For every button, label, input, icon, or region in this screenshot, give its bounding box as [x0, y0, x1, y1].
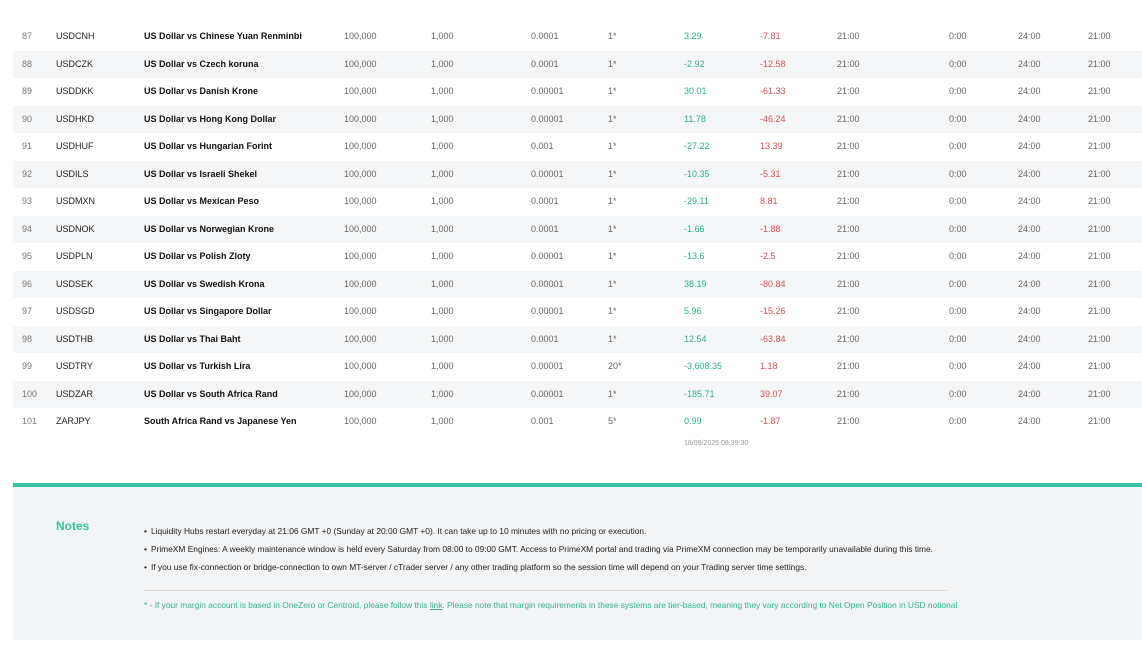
tick-size-cell: 0.00001 — [531, 361, 564, 371]
symbol-cell: USDCZK — [56, 58, 94, 69]
min-volume-cell: 1,000 — [431, 306, 454, 316]
session-time-cell: 24:00 — [1018, 113, 1041, 124]
description-cell: US Dollar vs Israeli Shekel — [144, 168, 258, 179]
row-number: 99 — [22, 361, 33, 371]
symbol-cell: ZARJPY — [56, 416, 91, 426]
session-time-cell: 21:00 — [837, 168, 860, 179]
table-row — [13, 161, 1142, 189]
tick-size-cell: 0.001 — [531, 141, 554, 151]
session-time-cell: 21:00 — [1088, 388, 1111, 399]
tick-size-cell: 0.00001 — [531, 388, 564, 399]
tick-size-cell: 0.0001 — [531, 223, 559, 234]
table-row — [13, 381, 1142, 409]
session-time-cell: 21:00 — [837, 223, 860, 234]
session-time-cell: 0:00 — [949, 361, 967, 371]
contract-size-cell: 100,000 — [344, 333, 377, 344]
description-cell: US Dollar vs Danish Krone — [144, 86, 259, 96]
symbol-cell: USDHKD — [56, 113, 95, 124]
swap-short-cell: 39.07 — [760, 388, 783, 399]
description-cell: South Africa Rand vs Japanese Yen — [144, 416, 297, 426]
session-time-cell: 0:00 — [949, 416, 967, 426]
session-time-cell: 21:00 — [1088, 31, 1111, 41]
session-time-cell: 0:00 — [949, 113, 967, 124]
leverage-cell: 1* — [608, 278, 617, 289]
row-number: 92 — [22, 168, 33, 179]
session-time-cell: 21:00 — [1088, 306, 1111, 316]
table-row — [13, 78, 1142, 106]
note-item: • If you use fix-connection or bridge-connection to own MT-server / cTrader server / any other trading platform so the session time will depend on your Trading server time settings. — [144, 558, 1134, 576]
swap-short-cell: 13.39 — [760, 141, 783, 151]
margin-note-text-before: * - If your margin account is based in OneZero or Centroid, please follow this — [144, 600, 430, 610]
row-number: 100 — [22, 388, 38, 399]
min-volume-cell: 1,000 — [431, 168, 454, 179]
swap-short-cell: -12.58 — [760, 58, 786, 69]
tick-size-cell: 0.0001 — [531, 333, 559, 344]
swap-short-cell: -63.84 — [760, 333, 786, 344]
session-time-cell: 24:00 — [1018, 388, 1041, 399]
session-time-cell: 0:00 — [949, 333, 967, 344]
session-time-cell: 21:00 — [1088, 168, 1111, 179]
session-time-cell: 21:00 — [1088, 141, 1111, 151]
contract-size-cell: 100,000 — [344, 196, 377, 206]
margin-link[interactable]: link — [429, 600, 443, 610]
row-number: 90 — [22, 113, 33, 124]
session-time-cell: 21:00 — [837, 278, 860, 289]
contract-size-cell: 100,000 — [344, 223, 377, 234]
session-time-cell: 21:00 — [837, 86, 860, 96]
table-row — [13, 51, 1142, 79]
symbol-cell: USDTRY — [56, 361, 93, 371]
tick-size-cell: 0.0001 — [531, 31, 559, 41]
row-number: 101 — [22, 416, 38, 426]
symbol-cell: USDHUF — [56, 141, 94, 151]
swap-long-cell: -13.6 — [684, 251, 705, 261]
session-time-cell: 21:00 — [1088, 58, 1111, 69]
min-volume-cell: 1,000 — [431, 278, 454, 289]
swap-long-cell: 3.29 — [684, 31, 702, 41]
leverage-cell: 1* — [608, 141, 617, 151]
symbol-cell: USDZAR — [56, 388, 94, 399]
min-volume-cell: 1,000 — [431, 58, 454, 69]
session-time-cell: 0:00 — [949, 31, 967, 41]
table-row — [13, 353, 1142, 381]
session-time-cell: 0:00 — [949, 306, 967, 316]
row-number: 96 — [22, 278, 33, 289]
description-cell: US Dollar vs Norwegian Krone — [144, 223, 275, 234]
session-time-cell: 24:00 — [1018, 86, 1041, 96]
contract-size-cell: 100,000 — [344, 416, 377, 426]
leverage-cell: 1* — [608, 251, 617, 261]
tick-size-cell: 0.00001 — [531, 168, 564, 179]
session-time-cell: 21:00 — [837, 251, 860, 261]
swap-short-cell: -46.24 — [760, 113, 786, 124]
session-time-cell: 24:00 — [1018, 361, 1041, 371]
swap-short-cell: -80.84 — [760, 278, 786, 289]
session-time-cell: 21:00 — [1088, 223, 1111, 234]
swap-short-cell: -7.81 — [760, 31, 781, 41]
leverage-cell: 1* — [608, 168, 617, 179]
row-number: 88 — [22, 58, 33, 69]
symbols-table — [13, 23, 1142, 436]
swap-long-cell: 38.19 — [684, 278, 707, 289]
session-time-cell: 21:00 — [837, 388, 860, 399]
tick-size-cell: 0.00001 — [531, 278, 564, 289]
min-volume-cell: 1,000 — [431, 223, 454, 234]
session-time-cell: 21:00 — [1088, 278, 1111, 289]
min-volume-cell: 1,000 — [431, 31, 454, 41]
table-row — [13, 133, 1142, 161]
session-time-cell: 24:00 — [1018, 306, 1041, 316]
table-row — [13, 243, 1142, 271]
symbol-cell: USDSEK — [56, 278, 94, 289]
tick-size-cell: 0.00001 — [531, 113, 564, 124]
min-volume-cell: 1,000 — [431, 141, 454, 151]
row-number: 98 — [22, 333, 33, 344]
description-cell: US Dollar vs Hong Kong Dollar — [144, 113, 277, 124]
tick-size-cell: 0.00001 — [531, 306, 564, 316]
table-row — [13, 326, 1142, 354]
leverage-cell: 1* — [608, 388, 617, 399]
session-time-cell: 0:00 — [949, 86, 967, 96]
row-number: 95 — [22, 251, 33, 261]
last-updated-timestamp: 18/09/2025 08:39:30 — [684, 440, 749, 447]
min-volume-cell: 1,000 — [431, 416, 454, 426]
leverage-cell: 1* — [608, 86, 617, 96]
swap-long-cell: -27.22 — [684, 141, 710, 151]
min-volume-cell: 1,000 — [431, 333, 454, 344]
session-time-cell: 21:00 — [837, 361, 860, 371]
notes-panel — [13, 487, 1142, 640]
leverage-cell: 1* — [608, 113, 617, 124]
description-cell: US Dollar vs Thai Baht — [144, 333, 241, 344]
swap-long-cell: -10.35 — [684, 168, 710, 179]
swap-long-cell: -2.92 — [684, 58, 705, 69]
session-time-cell: 24:00 — [1018, 31, 1041, 41]
session-time-cell: 21:00 — [837, 416, 860, 426]
swap-short-cell: -5.31 — [760, 168, 781, 179]
description-cell: US Dollar vs Czech koruna — [144, 58, 259, 69]
note-item: • Liquidity Hubs restart everyday at 21:06 GMT +0 (Sunday at 20:00 GMT +0). It can take up to 10 minutes with no pricing or execution. — [144, 522, 1134, 540]
description-cell: US Dollar vs Hungarian Forint — [144, 141, 273, 151]
contract-size-cell: 100,000 — [344, 86, 377, 96]
description-cell: US Dollar vs Singapore Dollar — [144, 306, 272, 316]
session-time-cell: 0:00 — [949, 278, 967, 289]
tick-size-cell: 0.0001 — [531, 196, 559, 206]
contract-size-cell: 100,000 — [344, 306, 377, 316]
contract-size-cell: 100,000 — [344, 31, 377, 41]
symbol-cell: USDILS — [56, 168, 89, 179]
session-time-cell: 21:00 — [1088, 86, 1111, 96]
table-row — [13, 216, 1142, 244]
table-row — [13, 188, 1142, 216]
session-time-cell: 24:00 — [1018, 251, 1041, 261]
notes-divider — [144, 590, 947, 591]
description-cell: US Dollar vs Mexican Peso — [144, 196, 260, 206]
session-time-cell: 21:00 — [1088, 333, 1111, 344]
contract-size-cell: 100,000 — [344, 168, 377, 179]
leverage-cell: 1* — [608, 58, 617, 69]
description-cell: US Dollar vs Polish Zloty — [144, 251, 251, 261]
swap-long-cell: 5.96 — [684, 306, 702, 316]
leverage-cell: 1* — [608, 223, 617, 234]
symbol-cell: USDNOK — [56, 223, 95, 234]
swap-short-cell: 8.81 — [760, 196, 778, 206]
session-time-cell: 0:00 — [949, 196, 967, 206]
leverage-cell: 1* — [608, 196, 617, 206]
session-time-cell: 24:00 — [1018, 223, 1041, 234]
row-number: 97 — [22, 306, 33, 316]
tick-size-cell: 0.00001 — [531, 251, 564, 261]
swap-long-cell: -3,608.35 — [684, 361, 723, 371]
symbol-cell: USDMXN — [56, 196, 96, 206]
session-time-cell: 21:00 — [1088, 251, 1111, 261]
session-time-cell: 21:00 — [837, 196, 860, 206]
swap-short-cell: -1.87 — [760, 416, 781, 426]
swap-short-cell: -15.26 — [760, 306, 786, 316]
table-row — [13, 408, 1142, 436]
row-number: 89 — [22, 86, 33, 96]
min-volume-cell: 1,000 — [431, 196, 454, 206]
session-time-cell: 0:00 — [949, 141, 967, 151]
swap-short-cell: -61.33 — [760, 86, 786, 96]
session-time-cell: 0:00 — [949, 388, 967, 399]
margin-note-text-after: . Please note that margin requirements in these systems are tier-based, meaning they vary according to Net Open Position in USD notional — [442, 600, 958, 610]
session-time-cell: 0:00 — [949, 251, 967, 261]
swap-short-cell: -1.88 — [760, 223, 781, 234]
swap-long-cell: 12.54 — [684, 333, 707, 344]
session-time-cell: 21:00 — [837, 31, 860, 41]
leverage-cell: 5* — [608, 416, 617, 426]
session-time-cell: 24:00 — [1018, 196, 1041, 206]
contract-size-cell: 100,000 — [344, 388, 377, 399]
contract-size-cell: 100,000 — [344, 251, 377, 261]
margin-note — [144, 600, 957, 610]
contract-size-cell: 100,000 — [344, 58, 377, 69]
swap-long-cell: 11.78 — [684, 113, 706, 124]
row-number: 93 — [22, 196, 33, 206]
session-time-cell: 24:00 — [1018, 416, 1041, 426]
min-volume-cell: 1,000 — [431, 251, 454, 261]
min-volume-cell: 1,000 — [431, 388, 454, 399]
session-time-cell: 21:00 — [1088, 113, 1111, 124]
description-cell: US Dollar vs Turkish Lira — [144, 361, 251, 371]
swap-short-cell: 1.18 — [760, 361, 778, 371]
swap-long-cell: -1.66 — [684, 223, 705, 234]
session-time-cell: 21:00 — [1088, 416, 1111, 426]
session-time-cell: 0:00 — [949, 58, 967, 69]
leverage-cell: 1* — [608, 333, 617, 344]
min-volume-cell: 1,000 — [431, 113, 454, 124]
row-number: 91 — [22, 141, 33, 151]
symbol-cell: USDCNH — [56, 31, 95, 41]
description-cell: US Dollar vs Chinese Yuan Renminbi — [144, 31, 302, 41]
symbol-cell: USDPLN — [56, 251, 93, 261]
session-time-cell: 0:00 — [949, 223, 967, 234]
session-time-cell: 21:00 — [1088, 196, 1111, 206]
session-time-cell: 21:00 — [1088, 361, 1111, 371]
swap-long-cell: 0.99 — [684, 416, 702, 426]
session-time-cell: 21:00 — [837, 141, 860, 151]
session-time-cell: 21:00 — [837, 306, 860, 316]
session-time-cell: 24:00 — [1018, 141, 1041, 151]
swap-long-cell: -29.11 — [684, 196, 709, 206]
symbol-cell: USDTHB — [56, 333, 94, 344]
notes-list — [144, 522, 1134, 576]
session-time-cell: 0:00 — [949, 168, 967, 179]
session-time-cell: 24:00 — [1018, 58, 1041, 69]
min-volume-cell: 1,000 — [431, 86, 454, 96]
notes-title: Notes — [56, 519, 90, 533]
session-time-cell: 24:00 — [1018, 333, 1041, 344]
tick-size-cell: 0.00001 — [531, 86, 564, 96]
contract-size-cell: 100,000 — [344, 361, 377, 371]
swap-long-cell: -185.71 — [684, 388, 715, 399]
table-row — [13, 271, 1142, 299]
leverage-cell: 20* — [608, 361, 622, 371]
session-time-cell: 21:00 — [837, 58, 860, 69]
min-volume-cell: 1,000 — [431, 361, 454, 371]
table-row — [13, 106, 1142, 134]
session-time-cell: 21:00 — [837, 333, 860, 344]
contract-size-cell: 100,000 — [344, 113, 377, 124]
swap-short-cell: -2.5 — [760, 251, 776, 261]
leverage-cell: 1* — [608, 306, 617, 316]
swap-long-cell: 30.01 — [684, 86, 707, 96]
session-time-cell: 21:00 — [837, 113, 860, 124]
description-cell: US Dollar vs Swedish Krona — [144, 278, 265, 289]
symbol-cell: USDSGD — [56, 306, 95, 316]
description-cell: US Dollar vs South Africa Rand — [144, 388, 278, 399]
session-time-cell: 24:00 — [1018, 168, 1041, 179]
symbol-cell: USDDKK — [56, 86, 94, 96]
tick-size-cell: 0.0001 — [531, 58, 559, 69]
contract-size-cell: 100,000 — [344, 278, 377, 289]
contract-size-cell: 100,000 — [344, 141, 377, 151]
leverage-cell: 1* — [608, 31, 617, 41]
table-row — [13, 298, 1142, 326]
tick-size-cell: 0.001 — [531, 416, 554, 426]
row-number: 87 — [22, 31, 33, 41]
note-item: • PrimeXM Engines: A weekly maintenance window is held every Saturday from 08:00 to 09:00 GMT. Access to PrimeXM portal and trading via PrimeXM connection may be temporarily unavailable during this time. — [144, 540, 1134, 558]
row-number: 94 — [22, 223, 33, 234]
session-time-cell: 24:00 — [1018, 278, 1041, 289]
table-row — [13, 23, 1142, 51]
